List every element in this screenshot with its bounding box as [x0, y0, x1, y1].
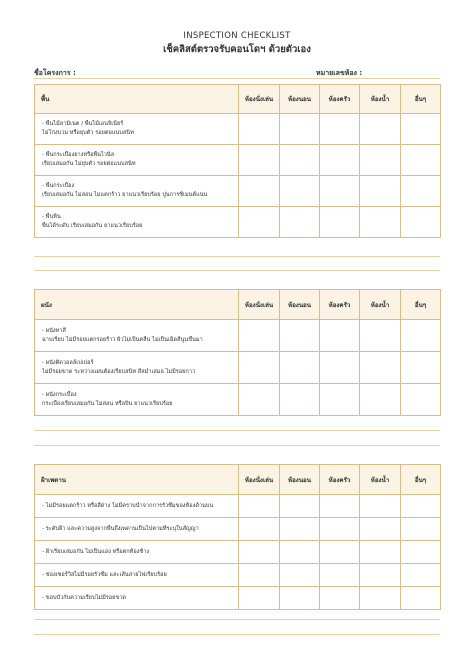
- check-cell[interactable]: [360, 384, 401, 416]
- col-living-room: ห้องนั่งเล่น: [239, 465, 280, 495]
- check-cell[interactable]: [320, 495, 360, 518]
- table-row: [35, 207, 441, 238]
- table-row: [35, 352, 441, 384]
- checklist-item-text: - ผนังกระเบื้อง กระเบื้องเรียบเสมอกัน ไม่ล่อน หรือบิ่น ยาแนวเรียบร้อย: [35, 384, 239, 416]
- col-living-room: ห้องนั่งเล่น: [239, 290, 280, 320]
- check-cell[interactable]: [320, 384, 360, 416]
- note-line: [34, 619, 440, 620]
- col-kitchen: ห้องครัว: [320, 85, 360, 114]
- check-cell[interactable]: [401, 518, 441, 541]
- room-number-label: หมายเลขห้อง :: [316, 69, 363, 77]
- checklist-item-text: - ผนังติดวอลล์เปเปอร์ ไม่มีรอยขาด ระหว่างแผ่นต้องเรียบสนิท สีสม่ำเสมอ ไม่มีรอยกาว: [35, 352, 239, 384]
- check-cell[interactable]: [320, 352, 360, 384]
- table-row: [35, 564, 441, 587]
- check-cell[interactable]: [239, 587, 280, 610]
- check-cell[interactable]: [320, 541, 360, 564]
- check-cell[interactable]: [401, 320, 441, 352]
- check-cell[interactable]: [239, 495, 280, 518]
- check-cell[interactable]: [239, 207, 280, 238]
- check-cell[interactable]: [280, 114, 320, 145]
- check-cell[interactable]: [280, 495, 320, 518]
- wall-section-table: [34, 289, 441, 416]
- check-cell[interactable]: [239, 564, 280, 587]
- check-cell[interactable]: [320, 145, 360, 176]
- table-row: [35, 320, 441, 352]
- check-cell[interactable]: [401, 541, 441, 564]
- wall-section-title: ผนัง: [35, 290, 239, 320]
- note-line: [34, 430, 440, 431]
- check-cell[interactable]: [280, 352, 320, 384]
- check-cell[interactable]: [239, 114, 280, 145]
- title-thai: เช็คลิสต์ตรวจรับคอนโดฯ ด้วยตัวเอง: [163, 44, 311, 55]
- col-other: อื่นๆ: [401, 290, 441, 320]
- header-divider: [34, 78, 440, 79]
- table-row: [35, 495, 441, 518]
- col-other: อื่นๆ: [401, 465, 441, 495]
- note-line: [34, 256, 440, 257]
- check-cell[interactable]: [401, 495, 441, 518]
- checklist-item-text: - ผนังทาสี ฉาบเรียบ ไม่มีรอยแตกรอยร้าว ผิวไม่เป็นคลื่น ไม่เป็นเม็ดสีนูนขึ้นมา: [35, 320, 239, 352]
- check-cell[interactable]: [401, 384, 441, 416]
- checklist-item-text: - พื้นไม้ลามิเนต / พื้นไม้เอนจิเนียร์ ไม่โก่งบวม หรือยุบตัว รอยต่อแนบสนิท: [35, 114, 239, 145]
- col-kitchen: ห้องครัว: [320, 290, 360, 320]
- check-cell[interactable]: [239, 352, 280, 384]
- check-cell[interactable]: [280, 518, 320, 541]
- check-cell[interactable]: [320, 176, 360, 207]
- check-cell[interactable]: [239, 541, 280, 564]
- check-cell[interactable]: [320, 207, 360, 238]
- check-cell[interactable]: [280, 541, 320, 564]
- ceiling-section-title: ฝ้าเพดาน: [35, 465, 239, 495]
- check-cell[interactable]: [360, 114, 401, 145]
- check-cell[interactable]: [401, 352, 441, 384]
- check-cell[interactable]: [280, 320, 320, 352]
- col-kitchen: ห้องครัว: [320, 465, 360, 495]
- check-cell[interactable]: [320, 518, 360, 541]
- check-cell[interactable]: [401, 587, 441, 610]
- check-cell[interactable]: [401, 564, 441, 587]
- check-cell[interactable]: [239, 176, 280, 207]
- check-cell[interactable]: [401, 145, 441, 176]
- checklist-item-text: - ไม่มีรอยแตกร้าว หรือสีด่าง ไม่มีคราบน้ำจากการรั่วซึมของห้องด้านบน: [35, 495, 239, 518]
- check-cell[interactable]: [360, 176, 401, 207]
- col-bedroom: ห้องนอน: [280, 465, 320, 495]
- checklist-item-text: - ระดับฝ้า และความสูงจากพื้นถึงเพดานเป็นไปตามที่ระบุในสัญญา: [35, 518, 239, 541]
- check-cell[interactable]: [320, 587, 360, 610]
- check-cell[interactable]: [401, 114, 441, 145]
- check-cell[interactable]: [239, 518, 280, 541]
- table-row: [35, 518, 441, 541]
- checklist-item-text: - พื้นกระเบื้องยางหรือพื้นไวนิล เรียบเสมอกัน ไม่ยุบตัว รอยต่อแนบสนิท: [35, 145, 239, 176]
- check-cell[interactable]: [360, 320, 401, 352]
- project-name-label: ชื่อโครงการ :: [34, 69, 76, 77]
- checklist-item-text: - พื้นกระเบื้อง เรียบเสมอกัน ไม่ล่อน ไม่แตกร้าว ยาแนวเรียบร้อย ปูนการซีเมนต์แน่น: [35, 176, 239, 207]
- check-cell[interactable]: [360, 518, 401, 541]
- ceiling-header-row: [35, 465, 441, 495]
- check-cell[interactable]: [320, 564, 360, 587]
- col-bathroom: ห้องน้ำ: [360, 465, 401, 495]
- col-bathroom: ห้องน้ำ: [360, 85, 401, 114]
- check-cell[interactable]: [280, 145, 320, 176]
- check-cell[interactable]: [320, 320, 360, 352]
- check-cell[interactable]: [320, 114, 360, 145]
- check-cell[interactable]: [360, 352, 401, 384]
- floor-header-row: [35, 85, 441, 114]
- check-cell[interactable]: [360, 495, 401, 518]
- wall-header-row: [35, 290, 441, 320]
- check-cell[interactable]: [280, 384, 320, 416]
- table-row: [35, 384, 441, 416]
- title-english: INSPECTION CHECKLIST: [183, 31, 291, 41]
- check-cell[interactable]: [360, 145, 401, 176]
- note-line: [34, 270, 440, 271]
- table-row: [35, 114, 441, 145]
- check-cell[interactable]: [239, 145, 280, 176]
- floor-section-title: พื้น: [35, 85, 239, 114]
- check-cell[interactable]: [401, 207, 441, 238]
- col-living-room: ห้องนั่งเล่น: [239, 85, 280, 114]
- table-row: [35, 145, 441, 176]
- checklist-item-text: - ขอบบัวกับความเรียบไม่มีรอยขาด: [35, 587, 239, 610]
- checklist-item-text: - ช่องเซอร์วิสไม่มีรอยรั่วซึม และเส้นสายไฟเรียบร้อย: [35, 564, 239, 587]
- check-cell[interactable]: [401, 176, 441, 207]
- note-line: [34, 634, 440, 635]
- col-bathroom: ห้องน้ำ: [360, 290, 401, 320]
- checklist-item-text: - ฝ้าเรียบเสมอกัน ไม่เป็นแอ่ง หรือตกท้องช้าง: [35, 541, 239, 564]
- check-cell[interactable]: [280, 207, 320, 238]
- ceiling-section-table: [34, 464, 441, 610]
- check-cell[interactable]: [360, 541, 401, 564]
- note-line: [34, 445, 440, 446]
- col-bedroom: ห้องนอน: [280, 290, 320, 320]
- table-row: [35, 541, 441, 564]
- floor-section-table: [34, 84, 441, 238]
- table-row: [35, 176, 441, 207]
- check-cell[interactable]: [280, 587, 320, 610]
- check-cell[interactable]: [360, 207, 401, 238]
- check-cell[interactable]: [280, 176, 320, 207]
- check-cell[interactable]: [239, 320, 280, 352]
- col-other: อื่นๆ: [401, 85, 441, 114]
- table-row: [35, 587, 441, 610]
- col-bedroom: ห้องนอน: [280, 85, 320, 114]
- check-cell[interactable]: [360, 587, 401, 610]
- check-cell[interactable]: [280, 564, 320, 587]
- checklist-item-text: - พื้นหิน พื้นได้ระดับ เรียบเสมอกัน ยาแนวเรียบร้อย: [35, 207, 239, 238]
- check-cell[interactable]: [360, 564, 401, 587]
- check-cell[interactable]: [239, 384, 280, 416]
